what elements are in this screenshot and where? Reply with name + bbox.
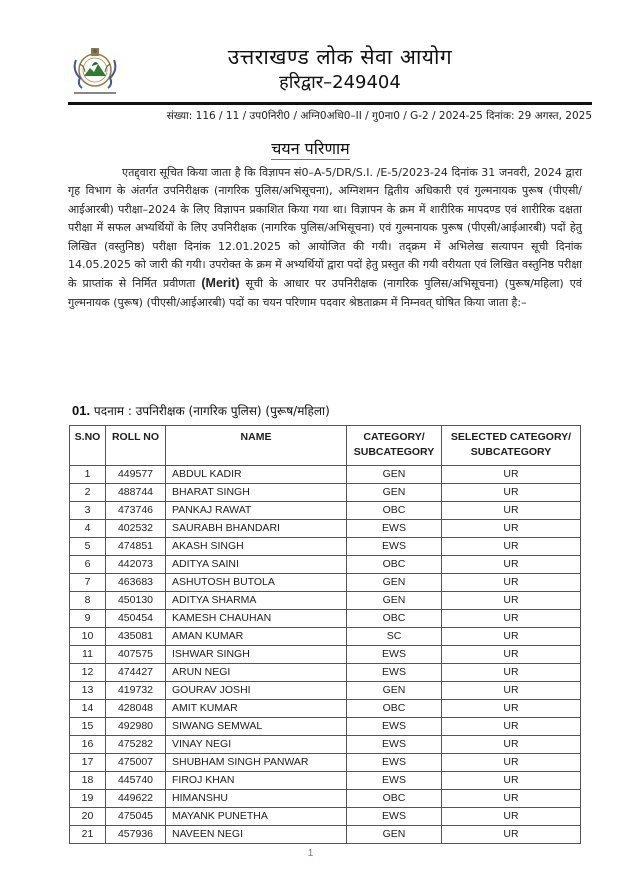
cell-roll-no: 450454 bbox=[106, 610, 166, 628]
cell-category: EWS bbox=[347, 808, 442, 826]
post-title bbox=[72, 402, 572, 420]
table-body bbox=[70, 466, 581, 844]
cell-name: SHUBHAM SINGH PANWAR bbox=[166, 754, 347, 772]
cell-sno: 14 bbox=[70, 700, 106, 718]
cell-roll-no: 442073 bbox=[106, 556, 166, 574]
cell-roll-no: 475045 bbox=[106, 808, 166, 826]
cell-selected-category: UR bbox=[442, 592, 581, 610]
cell-name: AMIT KUMAR bbox=[166, 700, 347, 718]
cell-selected-category: UR bbox=[442, 664, 581, 682]
cell-name: FIROJ KHAN bbox=[166, 772, 347, 790]
notice-text-part2: सूची के आधार पर उपनिरीक्षक (नागरिक पुलिस/अभिसूचना) (पुरूष/महिला) एवं गुल्मनायक (पुरूष) (पीएसी/आईआरबी) पदों का चयन परिणाम पदवार श्रेष्ठताक्रम में निम्नवत् घोषित किया जाता है:– bbox=[68, 277, 582, 309]
table-row bbox=[70, 682, 581, 700]
cell-roll-no: 407575 bbox=[106, 646, 166, 664]
table-row bbox=[70, 592, 581, 610]
cell-selected-category: UR bbox=[442, 466, 581, 484]
cell-roll-no: 402532 bbox=[106, 520, 166, 538]
column-header-category: CATEGORY/ SUBCATEGORY bbox=[347, 426, 442, 466]
cell-name: ARUN NEGI bbox=[166, 664, 347, 682]
cell-roll-no: 457936 bbox=[106, 826, 166, 844]
cell-sno: 13 bbox=[70, 682, 106, 700]
cell-name: ISHWAR SINGH bbox=[166, 646, 347, 664]
cell-name: AMAN KUMAR bbox=[166, 628, 347, 646]
cell-sno: 7 bbox=[70, 574, 106, 592]
cell-name: GOURAV JOSHI bbox=[166, 682, 347, 700]
cell-sno: 1 bbox=[70, 466, 106, 484]
cell-category: EWS bbox=[347, 664, 442, 682]
cell-category: GEN bbox=[347, 592, 442, 610]
cell-name: ASHUTOSH BUTOLA bbox=[166, 574, 347, 592]
cell-selected-category: UR bbox=[442, 646, 581, 664]
cell-category: EWS bbox=[347, 646, 442, 664]
cell-category: EWS bbox=[347, 736, 442, 754]
cell-name: VINAY NEGI bbox=[166, 736, 347, 754]
cell-name: PANKAJ RAWAT bbox=[166, 502, 347, 520]
cell-roll-no: 492980 bbox=[106, 718, 166, 736]
cell-sno: 20 bbox=[70, 808, 106, 826]
table-row bbox=[70, 502, 581, 520]
cell-name: ADITYA SHARMA bbox=[166, 592, 347, 610]
cell-selected-category: UR bbox=[442, 736, 581, 754]
cell-category: GEN bbox=[347, 466, 442, 484]
notice-paragraph bbox=[68, 164, 582, 312]
table-row bbox=[70, 628, 581, 646]
post-number: 01. bbox=[72, 403, 91, 418]
cell-name: AKASH SINGH bbox=[166, 538, 347, 556]
cell-sno: 9 bbox=[70, 610, 106, 628]
cell-name: NAVEEN NEGI bbox=[166, 826, 347, 844]
cell-name: SIWANG SEMWAL bbox=[166, 718, 347, 736]
table-row bbox=[70, 574, 581, 592]
merit-label: (Merit) bbox=[201, 276, 240, 291]
header-rule bbox=[68, 102, 592, 105]
cell-category: OBC bbox=[347, 700, 442, 718]
cell-selected-category: UR bbox=[442, 574, 581, 592]
notice-text-part1: एतद्द्वारा सूचित किया जाता है कि विज्ञापन सं0–A-5/DR/S.I. /E-5/2023-24 दिनांक 31 जनवरी, 2024 द्वारा गृह विभाग के अंतर्गत उपनिरीक्षक (नागरिक पुलिस/अभिसूचना), अग्निशमन द्वितीय अधिकारी एवं गुल्मनायक पुरूष (पीएसी/आईआरबी) परीक्षा–2024 के लिए विज्ञापन प्रकाशित किया गया था। विज्ञापन के क्रम में शारीरिक मापदण्ड एवं शारीरिक दक्षता परीक्षा में सफल अभ्यर्थियों के लिए उपनिरीक्षक (नागरिक पुलिस/अभिसूचना) एवं गुल्मनायक पुरूष (पीएसी/आईआरबी) पदों हेतु लिखित (वस्तुनिष्ठ) परीक्षा दिनांक 12.01.2025 को आयोजित की गयी। तद्क्रम में अभिलेख सत्यापन सूची दिनांक 14.05.2025 को जारी की गयी। उपरोक्त के क्रम में अभ्यर्थियों द्वारा पदों हेतु प्रस्तुत की गयी वरीयता एवं लिखित वस्तुनिष्ठ परीक्षा के प्राप्तांक से निर्मित प्रवीणता bbox=[68, 166, 582, 291]
cell-selected-category: UR bbox=[442, 808, 581, 826]
cell-sno: 8 bbox=[70, 592, 106, 610]
cell-roll-no: 449622 bbox=[106, 790, 166, 808]
cell-category: OBC bbox=[347, 556, 442, 574]
cell-roll-no: 473746 bbox=[106, 502, 166, 520]
cell-category: EWS bbox=[347, 772, 442, 790]
cell-selected-category: UR bbox=[442, 538, 581, 556]
column-header-roll-no: ROLL NO bbox=[106, 426, 166, 466]
cell-roll-no: 475007 bbox=[106, 754, 166, 772]
cell-category: EWS bbox=[347, 754, 442, 772]
cell-category: EWS bbox=[347, 718, 442, 736]
cell-sno: 16 bbox=[70, 736, 106, 754]
cell-category: GEN bbox=[347, 826, 442, 844]
cell-sno: 15 bbox=[70, 718, 106, 736]
cell-selected-category: UR bbox=[442, 826, 581, 844]
table-row bbox=[70, 520, 581, 538]
cell-sno: 17 bbox=[70, 754, 106, 772]
cell-roll-no: 449577 bbox=[106, 466, 166, 484]
cell-selected-category: UR bbox=[442, 682, 581, 700]
cell-category: GEN bbox=[347, 574, 442, 592]
organization-address: हरिद्वार–249404 bbox=[279, 72, 401, 93]
cell-roll-no: 475282 bbox=[106, 736, 166, 754]
table-row bbox=[70, 718, 581, 736]
cell-selected-category: UR bbox=[442, 754, 581, 772]
cell-category: OBC bbox=[347, 790, 442, 808]
cell-name: MAYANK PUNETHA bbox=[166, 808, 347, 826]
commission-emblem-icon bbox=[70, 44, 120, 96]
column-header-name: NAME bbox=[166, 426, 347, 466]
cell-name: HIMANSHU bbox=[166, 790, 347, 808]
cell-sno: 12 bbox=[70, 664, 106, 682]
cell-selected-category: UR bbox=[442, 556, 581, 574]
cell-category: OBC bbox=[347, 610, 442, 628]
table-row bbox=[70, 664, 581, 682]
cell-roll-no: 474427 bbox=[106, 664, 166, 682]
cell-name: BHARAT SINGH bbox=[166, 484, 347, 502]
page-number: 1 bbox=[307, 848, 314, 859]
table-row bbox=[70, 754, 581, 772]
cell-name: ADITYA SAINI bbox=[166, 556, 347, 574]
cell-roll-no: 474851 bbox=[106, 538, 166, 556]
cell-selected-category: UR bbox=[442, 718, 581, 736]
cell-name: ABDUL KADIR bbox=[166, 466, 347, 484]
page-title bbox=[0, 139, 621, 159]
cell-sno: 10 bbox=[70, 628, 106, 646]
cell-name: SAURABH BHANDARI bbox=[166, 520, 347, 538]
cell-roll-no: 435081 bbox=[106, 628, 166, 646]
cell-category: GEN bbox=[347, 484, 442, 502]
cell-sno: 21 bbox=[70, 826, 106, 844]
table-header-row bbox=[70, 426, 581, 466]
table-row bbox=[70, 556, 581, 574]
cell-selected-category: UR bbox=[442, 700, 581, 718]
table-row bbox=[70, 808, 581, 826]
organization-name: उत्तराखण्ड लोक सेवा आयोग bbox=[227, 45, 453, 69]
post-name: पदनाम : उपनिरीक्षक (नागरिक पुलिस) (पुरूष/महिला) bbox=[90, 404, 330, 418]
table-row bbox=[70, 736, 581, 754]
result-heading-text: चयन परिणाम bbox=[271, 139, 350, 158]
cell-sno: 19 bbox=[70, 790, 106, 808]
cell-roll-no: 463683 bbox=[106, 574, 166, 592]
column-header-selected-category: SELECTED CATEGORY/ SUBCATEGORY bbox=[442, 426, 581, 466]
cell-sno: 18 bbox=[70, 772, 106, 790]
cell-sno: 2 bbox=[70, 484, 106, 502]
cell-category: GEN bbox=[347, 682, 442, 700]
cell-category: EWS bbox=[347, 538, 442, 556]
cell-selected-category: UR bbox=[442, 502, 581, 520]
cell-category: OBC bbox=[347, 502, 442, 520]
table-row bbox=[70, 790, 581, 808]
column-header-sno: S.NO bbox=[70, 426, 106, 466]
cell-selected-category: UR bbox=[442, 628, 581, 646]
table-row bbox=[70, 646, 581, 664]
cell-sno: 6 bbox=[70, 556, 106, 574]
cell-roll-no: 428048 bbox=[106, 700, 166, 718]
table-row bbox=[70, 538, 581, 556]
cell-name: KAMESH CHAUHAN bbox=[166, 610, 347, 628]
table-row bbox=[70, 772, 581, 790]
cell-category: EWS bbox=[347, 520, 442, 538]
cell-sno: 4 bbox=[70, 520, 106, 538]
cell-sno: 5 bbox=[70, 538, 106, 556]
cell-selected-category: UR bbox=[442, 520, 581, 538]
cell-selected-category: UR bbox=[442, 772, 581, 790]
cell-roll-no: 419732 bbox=[106, 682, 166, 700]
cell-selected-category: UR bbox=[442, 484, 581, 502]
reference-number: संख्या: 116 / 11 / उप0निरी0 / अग्नि0अधि0–II / गु0ना0 / G-2 / 2024-25 दिनांक: 29 अगस्त, 2025 bbox=[166, 110, 592, 122]
table-row bbox=[70, 700, 581, 718]
cell-roll-no: 450130 bbox=[106, 592, 166, 610]
cell-selected-category: UR bbox=[442, 610, 581, 628]
cell-selected-category: UR bbox=[442, 790, 581, 808]
table-row bbox=[70, 610, 581, 628]
table-row bbox=[70, 826, 581, 844]
table-row bbox=[70, 466, 581, 484]
cell-sno: 3 bbox=[70, 502, 106, 520]
selection-result-table bbox=[69, 425, 581, 844]
cell-roll-no: 488744 bbox=[106, 484, 166, 502]
cell-sno: 11 bbox=[70, 646, 106, 664]
table-row bbox=[70, 484, 581, 502]
cell-roll-no: 445740 bbox=[106, 772, 166, 790]
cell-category: SC bbox=[347, 628, 442, 646]
